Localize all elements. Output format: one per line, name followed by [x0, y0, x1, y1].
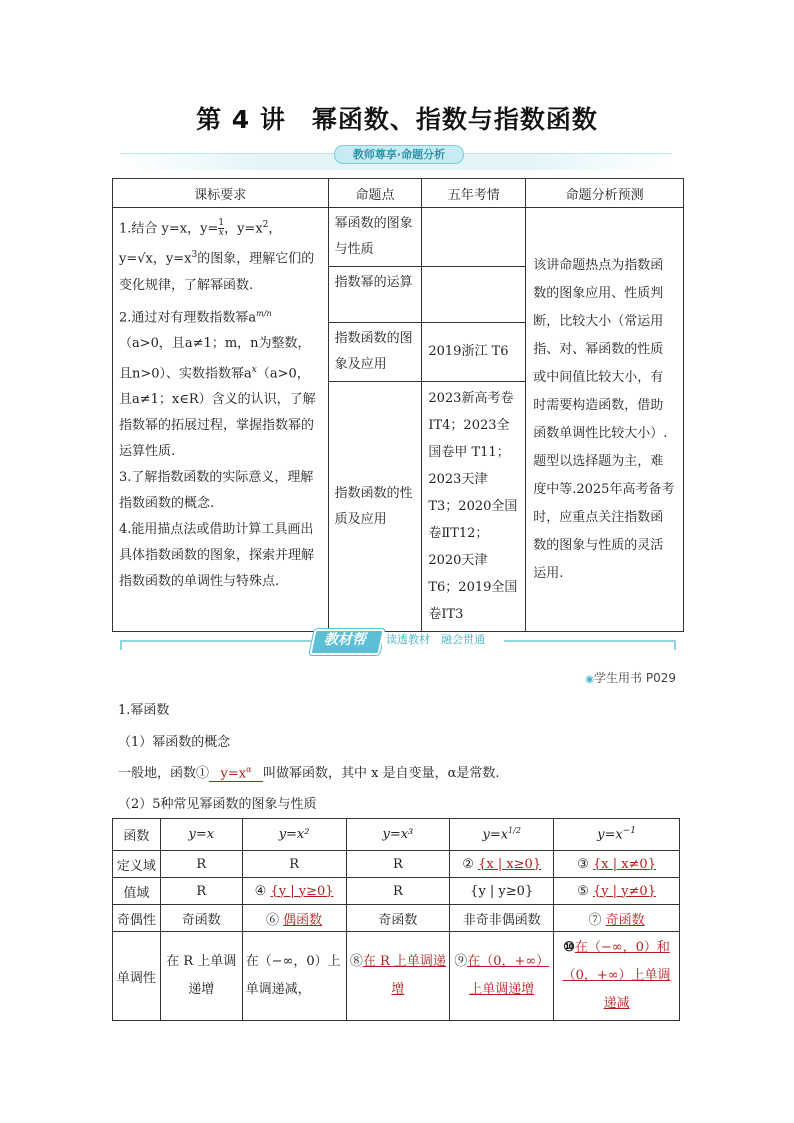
- page-title: 第 4 讲 幂函数、指数与指数函数: [196, 105, 598, 134]
- teacher-banner-label: 教师尊享·命题分析: [334, 145, 464, 164]
- domain-row: [113, 851, 680, 878]
- mono-1: 在 R 上单调递增: [160, 932, 242, 1021]
- req-1-text-c: ，y=: [119, 221, 282, 267]
- requirement-4: 4.能用描点法或借助计算工具画出具体指数函数的图象，探索并理解指数函数的单调性与特殊点.: [119, 522, 315, 590]
- concept-paragraph: [118, 762, 500, 782]
- range-3: R: [346, 878, 450, 905]
- domain-5: [554, 851, 680, 878]
- blank-number: ⑦: [588, 912, 602, 928]
- col-header: 函数: [113, 819, 161, 851]
- range-5-answer: {y | y≠0}: [592, 883, 656, 899]
- row-label-range: 值域: [113, 878, 161, 905]
- func-1: y=x: [160, 819, 242, 851]
- syllabus-header-row: [113, 179, 684, 208]
- domain-1: R: [160, 851, 242, 878]
- range-row: [113, 878, 680, 905]
- mono-4-answer: 在（0，+∞）上单调递增: [467, 954, 550, 997]
- exam-1: [422, 208, 526, 267]
- requirement-3: 3.了解指数函数的实际意义，理解指数函数的概念.: [119, 470, 314, 512]
- syllabus-row: [113, 208, 684, 267]
- header-exams: 五年考情: [422, 179, 526, 208]
- exponent: 2: [262, 220, 269, 230]
- parity-2-answer: 偶函数: [283, 912, 323, 928]
- student-ref-text: 学生用书 P029: [594, 671, 676, 685]
- func-4-base: y=x: [482, 827, 509, 843]
- blank-number: ④: [254, 883, 267, 899]
- header-prediction: 命题分析预测: [526, 179, 684, 208]
- monotonic-row: [113, 932, 680, 1021]
- range-2-answer: {y | y≥0}: [270, 883, 334, 899]
- exponent: −1: [622, 826, 636, 837]
- concept-text-a: 一般地，函数①: [118, 766, 210, 781]
- textbook-subtitle: 读透教材 融会贯通: [382, 632, 504, 648]
- range-2: [242, 878, 346, 905]
- prediction-cell: 该讲命题热点为指数函数的图象应用、性质判断，比较大小（常运用指、对、幂函数的性质或中间值比较大小，有时需要构造函数，借助函数单调性比较大小）.题型以选择题为主，难度中等.2025年高考备考时，应重点关注指数函数的图象与性质的灵活运用.: [526, 208, 684, 632]
- concept-text-b: 叫做幂函数，其中 x 是自变量，α是常数.: [263, 766, 500, 781]
- domain-3: R: [346, 851, 450, 878]
- blank-number: ⑥: [266, 912, 280, 928]
- req-2-text-b: （a>0，且a≠1；m，n为整数，且n>0）、实数指数幂a: [119, 335, 311, 382]
- exponent: 1/2: [508, 826, 521, 836]
- exponent: 3: [191, 250, 198, 261]
- exam-2: [422, 267, 526, 323]
- domain-5-answer: {x | x≠0}: [592, 856, 656, 872]
- mono-3: [346, 932, 450, 1021]
- func-row: [113, 819, 680, 851]
- blank-number: ⑩: [563, 940, 575, 955]
- subsection-heading: （2）5种常见幂函数的图象与性质: [118, 797, 317, 812]
- row-label-domain: 定义域: [113, 851, 161, 878]
- power-function-table: [112, 818, 680, 1021]
- exponent: α: [246, 764, 252, 774]
- parity-5: [554, 905, 680, 932]
- subsection-heading: （1）幂函数的概念: [118, 735, 231, 750]
- mono-3-answer: 在 R 上单调递增: [362, 954, 446, 997]
- point-1: 幂函数的图象与性质: [328, 208, 422, 267]
- exam-4: 2023新高考卷ⅠT4；2023全国卷甲 T11；2023天津 T3；2020全国卷ⅡT12；2020天津 T6；2019全国卷ⅠT3: [422, 382, 526, 632]
- domain-4: [450, 851, 554, 878]
- row-label-parity: 奇偶性: [113, 905, 161, 932]
- req-1-text-b: ，y=x: [224, 221, 263, 237]
- syllabus-table: [112, 178, 684, 632]
- range-5: [554, 878, 680, 905]
- requirement-2: [119, 301, 322, 466]
- req-2-text-c: （a>0，且a≠1；x∈R）含义的认识，了解指数幂的拓展过程，掌握指数幂的运算性质.: [119, 366, 316, 460]
- teacher-banner: [120, 145, 672, 171]
- domain-2: R: [242, 851, 346, 878]
- range-4: {y | y≥0}: [450, 878, 554, 905]
- blank-number: ③: [577, 856, 589, 872]
- req-1-text-a: 1.结合 y=x，y=: [119, 221, 219, 237]
- exam-3: 2019浙江 T6: [422, 323, 526, 382]
- func-5-base: y=x: [597, 827, 623, 843]
- exponent: m/n: [256, 308, 272, 318]
- fraction-num: 1: [218, 218, 225, 229]
- point-4: 指数函数的性质及应用: [328, 382, 422, 632]
- blank-number: ②: [462, 856, 474, 872]
- fraction-den: x: [218, 228, 224, 239]
- point-2: 指数幂的运算: [328, 267, 422, 323]
- point-3: 指数函数的图象及应用: [328, 323, 422, 382]
- mono-5-answer: 在（−∞，0）和（0，+∞）上单调递减: [562, 940, 671, 1011]
- domain-4-answer: {x | x≥0}: [478, 856, 542, 872]
- blank-number: ⑧: [349, 954, 363, 969]
- banner-cap-right: [668, 640, 676, 650]
- header-requirement: 课标要求: [113, 179, 329, 208]
- textbook-banner: [120, 628, 676, 654]
- func-4: [450, 819, 554, 851]
- req-1-text-d: ，y=x: [152, 251, 192, 267]
- parity-1: 奇函数: [160, 905, 242, 932]
- req-1-text-e: 的图象，理解它们的变化规律，了解幂函数.: [119, 251, 315, 293]
- bullet-icon: ◉: [585, 674, 595, 685]
- requirement-1: [119, 212, 322, 299]
- section-heading: 1.幂函数: [118, 703, 170, 718]
- parity-2: [242, 905, 346, 932]
- exponent: x: [251, 364, 257, 375]
- mono-2: 在（−∞，0）上单调递减，: [242, 932, 346, 1021]
- parity-3: 奇函数: [346, 905, 450, 932]
- concept-answer: [209, 765, 263, 782]
- student-book-ref: [585, 669, 676, 686]
- func-2: y=x²: [242, 819, 346, 851]
- parity-4: 非奇非偶函数: [450, 905, 554, 932]
- row-label-monotonic: 单调性: [113, 932, 161, 1021]
- mono-5: [554, 932, 680, 1021]
- blank-number: ⑤: [577, 883, 589, 899]
- header-point: 命题点: [328, 179, 422, 208]
- range-1: R: [160, 878, 242, 905]
- parity-row: [113, 905, 680, 932]
- blank-number: ⑨: [454, 954, 468, 969]
- req-2-text-a: 2.通过对有理数指数幂a: [119, 309, 257, 325]
- mono-4: [450, 932, 554, 1021]
- requirement-cell: [113, 208, 329, 632]
- parity-5-answer: 奇函数: [605, 912, 645, 928]
- func-5: [554, 819, 680, 851]
- banner-cap-left: [120, 640, 128, 650]
- textbook-tag: 教材帮: [324, 632, 366, 648]
- sqrt-x: √x: [137, 251, 153, 267]
- func-3: y=x³: [346, 819, 450, 851]
- concept-answer-text: y=x: [220, 766, 247, 781]
